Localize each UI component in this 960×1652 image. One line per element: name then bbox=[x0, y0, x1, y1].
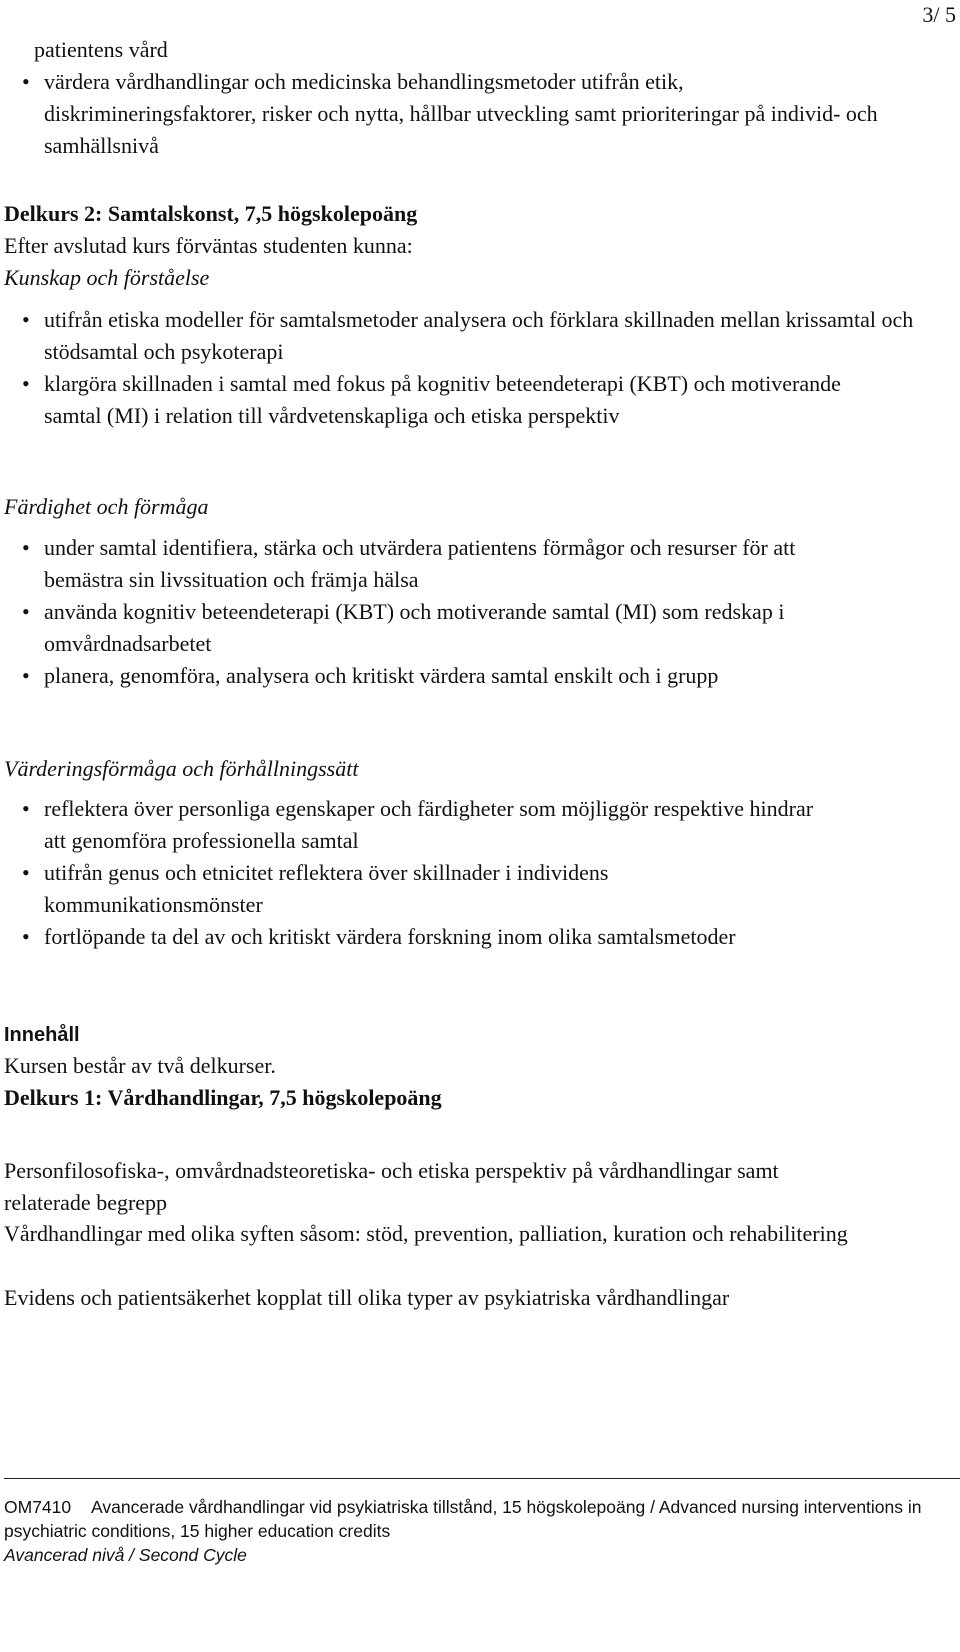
list-item-line: under samtal identifiera, stärka och utvärdera patientens förmågor och resurser för att bbox=[44, 535, 796, 560]
list-item-line: utifrån genus och etnicitet reflektera över skillnader i individens kommunikationsmönster bbox=[44, 860, 609, 917]
list-item-line: fortlöpande ta del av och kritiskt värdera forskning inom olika samtalsmetoder bbox=[44, 924, 736, 949]
knowledge-heading: Kunskap och förståelse bbox=[4, 265, 210, 290]
course-title: Avancerade vårdhandlingar vid psykiatriska tillstånd, 15 högskolepoäng / Advanced nursing interventions in psychiatric conditions, 15 higher education credits bbox=[4, 1497, 922, 1541]
list-item bbox=[4, 304, 950, 368]
course-code: OM7410 bbox=[4, 1497, 72, 1517]
content-paragraph: Vårdhandlingar med olika syften såsom: stöd, prevention, palliation, kuration och rehabilitering bbox=[4, 1221, 848, 1246]
list-item bbox=[4, 857, 950, 921]
list-item-line: samtal (MI) i relation till vårdvetenskapliga och etiska perspektiv bbox=[44, 403, 620, 428]
list-item bbox=[4, 596, 950, 660]
course-level: Avancerad nivå / Second Cycle bbox=[4, 1545, 247, 1565]
list-item-line: planera, genomföra, analysera och kritiskt värdera samtal enskilt och i grupp bbox=[44, 663, 719, 688]
page-number: 3/ 5 bbox=[922, 2, 956, 27]
skills-heading: Färdighet och förmåga bbox=[4, 494, 209, 519]
list-item bbox=[4, 921, 950, 953]
continuation-list bbox=[4, 66, 950, 162]
delkurs1-title: Delkurs 1: Vårdhandlingar, 7,5 högskolepoäng bbox=[4, 1085, 442, 1110]
knowledge-list bbox=[4, 304, 950, 432]
list-item bbox=[4, 532, 950, 596]
delkurs2-intro: Efter avslutad kurs förväntas studenten kunna: bbox=[4, 233, 413, 258]
footer bbox=[4, 1495, 944, 1567]
list-item-line: använda kognitiv beteendeterapi (KBT) och motiverande samtal (MI) som redskap i omvårdnadsarbetet bbox=[44, 599, 785, 656]
content-paragraph: Personfilosofiska-, omvårdnadsteoretiska- och etiska perspektiv på vårdhandlingar samt relaterade begrepp bbox=[4, 1158, 779, 1215]
list-item-line: att genomföra professionella samtal bbox=[44, 828, 359, 853]
footer-divider bbox=[4, 1478, 960, 1479]
content-heading: Innehåll bbox=[4, 1024, 80, 1046]
continuation-heading-tail: patientens vård bbox=[34, 37, 168, 62]
list-item: • värdera vårdhandlingar och medicinska behandlingsmetoder utifrån etik, diskrimineringsfaktorer, risker och nytta, hållbar utveckling samt prioriteringar på individ- och samhällsnivå bbox=[4, 66, 950, 162]
content-intro: Kursen består av två delkurser. bbox=[4, 1053, 276, 1078]
list-item-line: bemästra sin livssituation och främja hälsa bbox=[44, 567, 419, 592]
values-list bbox=[4, 793, 950, 953]
values-heading: Värderingsförmåga och förhållningssätt bbox=[4, 756, 359, 781]
content-paragraph: Evidens och patientsäkerhet kopplat till olika typer av psykiatriska vårdhandlingar bbox=[4, 1285, 730, 1310]
list-item-line: klargöra skillnaden i samtal med fokus på kognitiv beteendeterapi (KBT) och motiverande bbox=[44, 371, 841, 396]
list-item-line: utifrån etiska modeller för samtalsmetoder analysera och förklara skillnaden mellan krissamtal och stödsamtal och psykoterapi bbox=[44, 307, 914, 364]
delkurs2-title: Delkurs 2: Samtalskonst, 7,5 högskolepoäng bbox=[4, 201, 418, 226]
skills-list bbox=[4, 532, 950, 692]
list-item bbox=[4, 368, 950, 432]
list-item-line: reflektera över personliga egenskaper och färdigheter som möjliggör respektive hindrar bbox=[44, 796, 814, 821]
list-item bbox=[4, 793, 950, 857]
list-item bbox=[4, 660, 950, 692]
